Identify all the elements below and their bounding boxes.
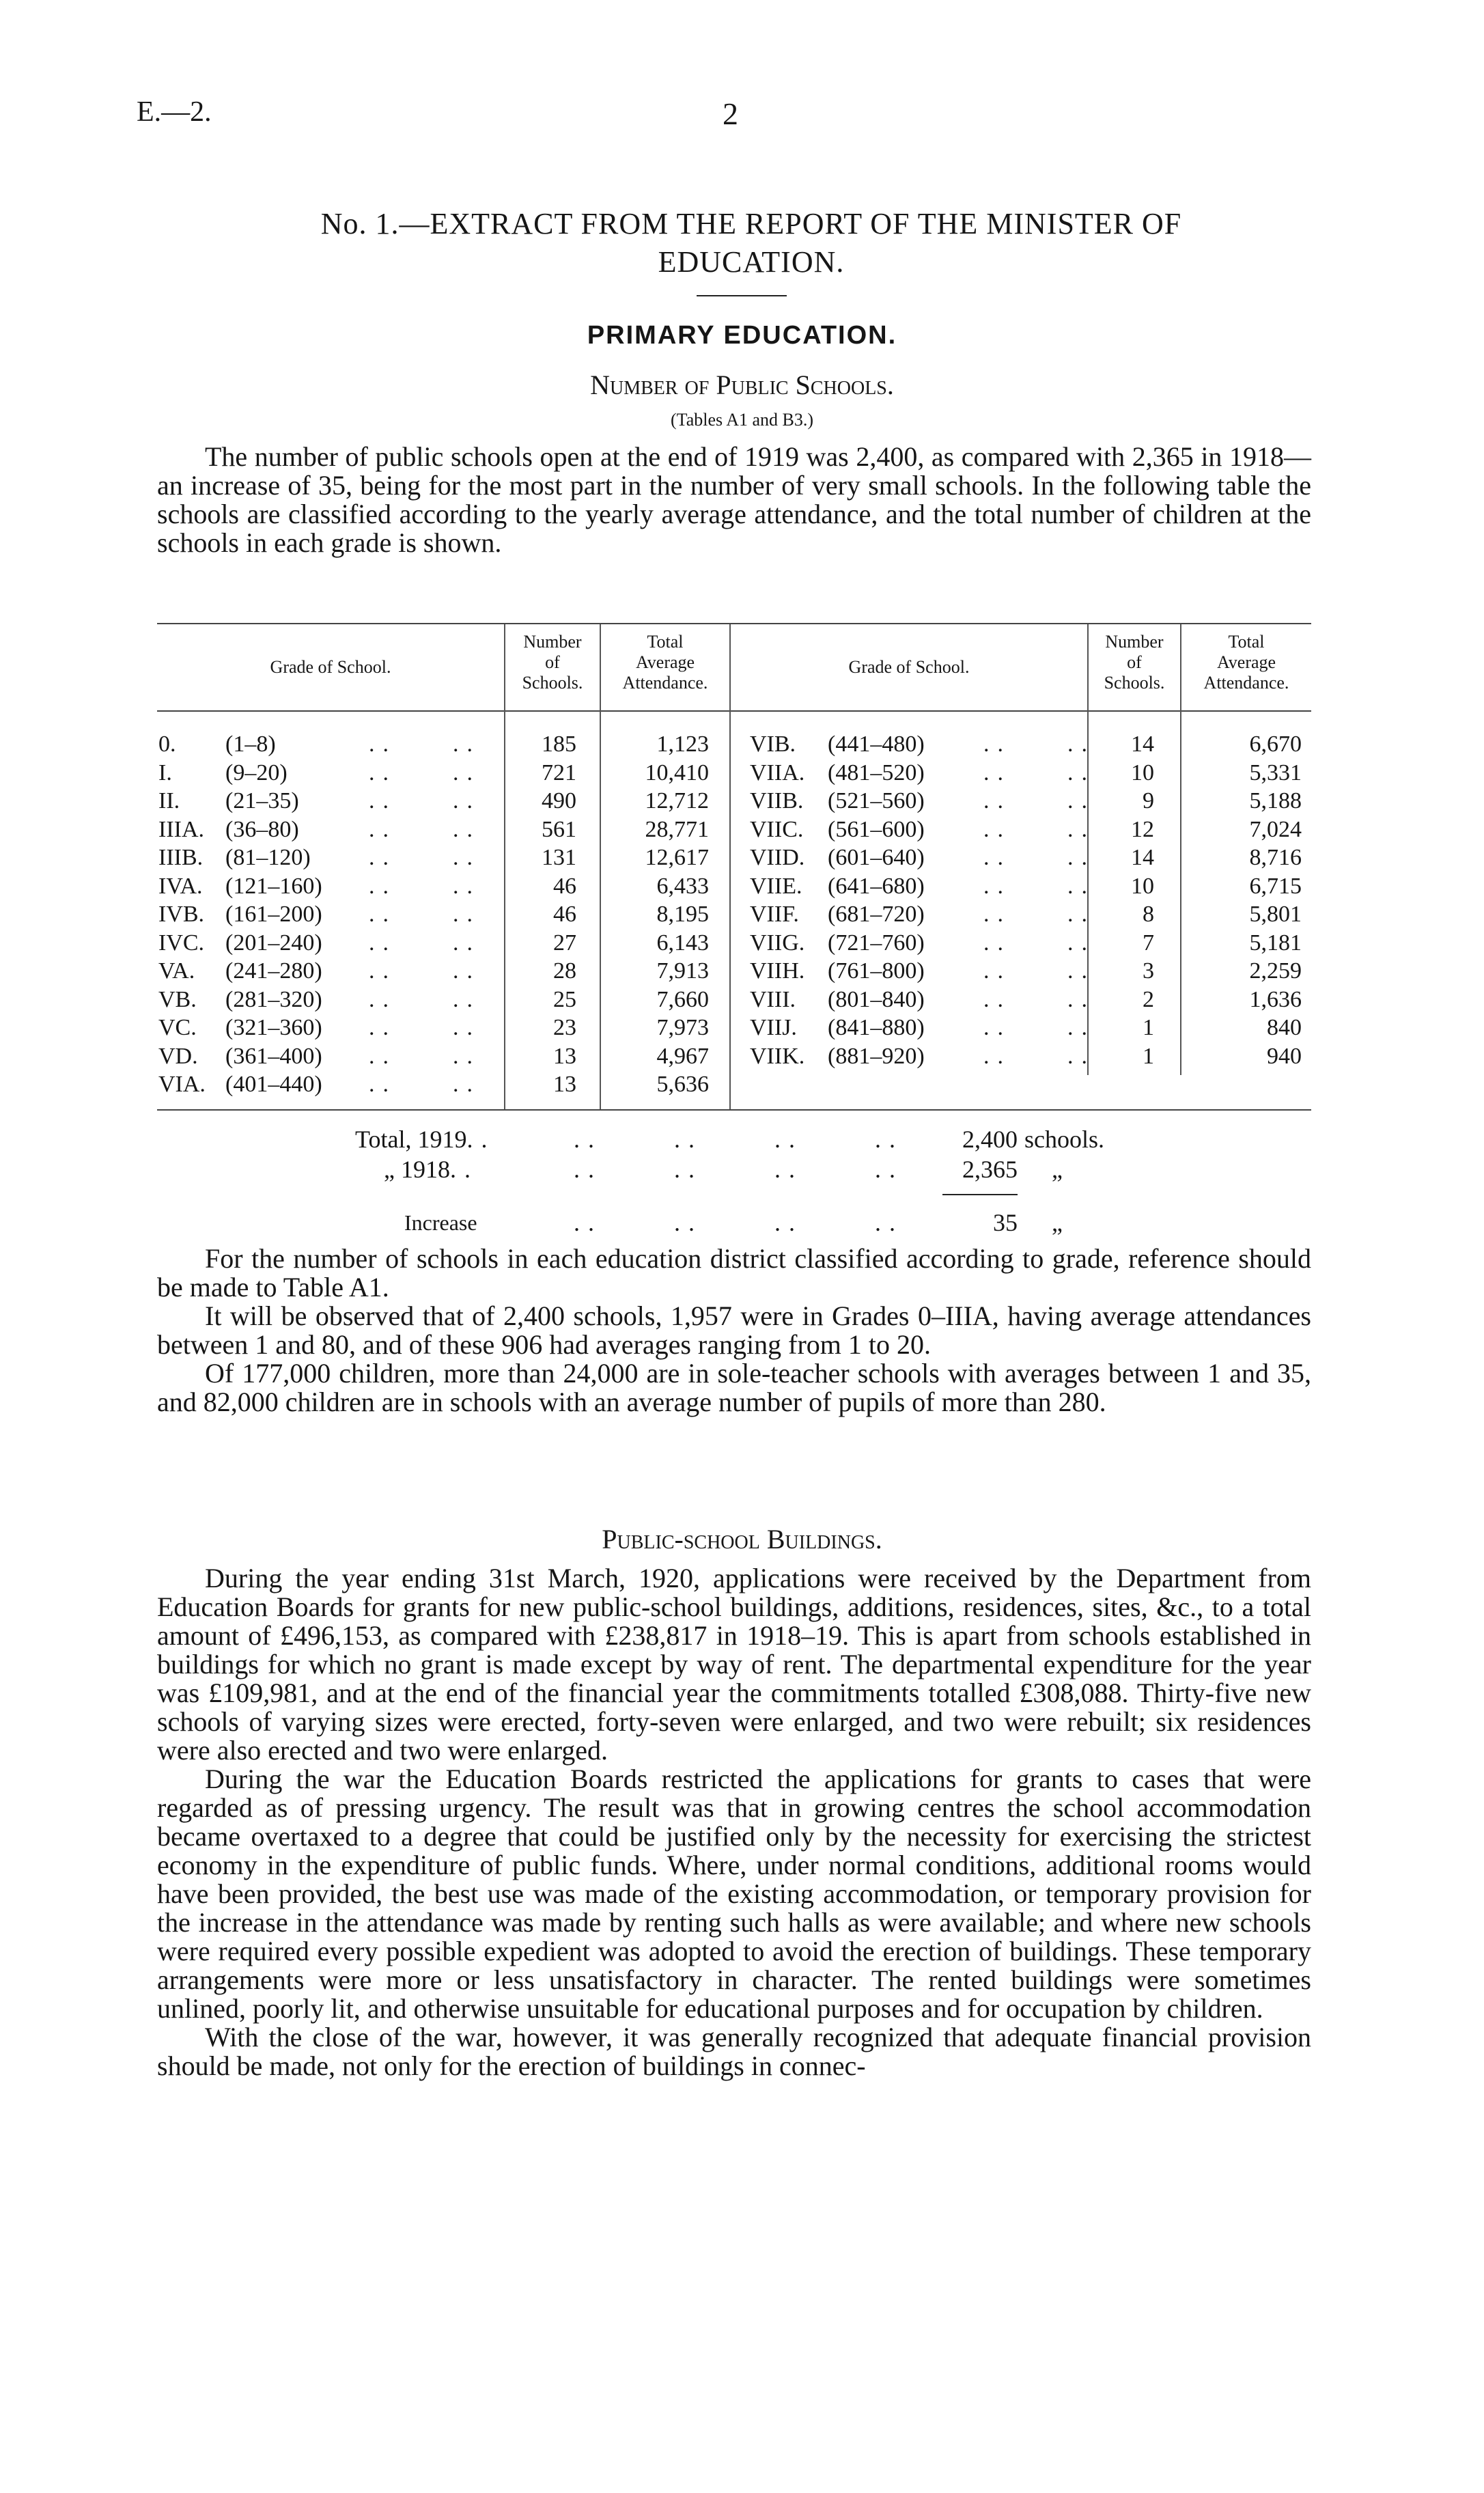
- school-count: 13: [553, 1072, 576, 1097]
- page-number: 2: [723, 96, 738, 131]
- grade-code: IVA.: [158, 873, 203, 899]
- leader-dots: .. ..: [983, 1015, 1095, 1040]
- leader-dots: .. ..: [369, 986, 481, 1012]
- grade-range: (9–20): [225, 760, 288, 785]
- total-1918-unit: „: [1052, 1156, 1063, 1183]
- grade-range: (21–35): [225, 788, 299, 813]
- grade-range: (201–240): [225, 930, 322, 956]
- paragraph: During the war the Education Boards restricted the applications for grants to cases that were regarded as of pressing urgency. The result was that in growing centres the school accommodation became overtaxed to a degree that could be justified only by the necessity for exercising the strictest economy in the expenditure of public funds. Where, under normal conditions, additional rooms would have been provided, the best use was made of the existing accommodation, or temporary provision for the increase in the attendance was made by renting such halls as were available; and where new schools were required every possible expedient was adopted to avoid the erection of buildings. These temporary arrangements were more or less unsatisfactory in character. The rented buildings were sometimes unlined, poorly lit, and otherwise unsuitable for educational purposes and for occupation by children.: [157, 1764, 1311, 2024]
- school-count: 1: [1143, 1015, 1154, 1040]
- school-count: 14: [1131, 845, 1154, 870]
- leader-dots: .. .. .. ..: [574, 1126, 904, 1153]
- school-count: 10: [1131, 873, 1154, 899]
- header-text: Attendance.: [1203, 673, 1289, 693]
- leader-dots: .. ..: [369, 845, 481, 870]
- school-count: 27: [553, 930, 576, 956]
- document-title: [171, 205, 1332, 281]
- header-text: Average: [1216, 652, 1276, 672]
- average-attendance: 5,331: [1249, 760, 1302, 785]
- table-header-rule: [157, 710, 1311, 712]
- average-attendance: 5,801: [1249, 902, 1302, 927]
- school-count: 490: [542, 788, 576, 813]
- section-heading: PRIMARY EDUCATION.: [587, 321, 897, 350]
- title-rule: [697, 295, 787, 296]
- grade-code: VIIG.: [750, 930, 805, 956]
- col-header-number-right: [1089, 632, 1180, 693]
- school-count: 13: [553, 1043, 576, 1069]
- average-attendance: 1,636: [1249, 986, 1302, 1012]
- average-attendance: 7,024: [1249, 816, 1302, 842]
- header-text: Attendance.: [622, 673, 708, 693]
- col-header-number-left: [505, 632, 600, 693]
- leader-dots: .. ..: [983, 816, 1095, 842]
- average-attendance: 28,771: [645, 816, 709, 842]
- school-count: 8: [1143, 902, 1154, 927]
- total-1919-unit: schools.: [1024, 1126, 1104, 1153]
- grade-range: (521–560): [828, 788, 925, 813]
- grade-code: IIIA.: [158, 816, 205, 842]
- school-count: 185: [542, 732, 576, 757]
- col-header-total-right: [1181, 632, 1311, 693]
- grade-range: (161–200): [225, 902, 322, 927]
- grade-range: (1–8): [225, 732, 276, 757]
- average-attendance: 12,617: [645, 845, 709, 870]
- school-count: 721: [542, 760, 576, 785]
- grade-code: VIIJ.: [750, 1015, 797, 1040]
- document-code: E.—2.: [137, 96, 212, 128]
- average-attendance: 12,712: [645, 788, 709, 813]
- grade-code: VIIE.: [750, 873, 802, 899]
- leader-dots: .. ..: [983, 760, 1095, 785]
- intro-text: The number of public schools open at the end of 1919 was 2,400, as compared with 2,365 in 1918—an increase of 35, being for the most part in the number of very small schools. In the following table the schools are classified according to the yearly average attendance, and the total number of children at the schools in each grade is shown.: [157, 441, 1311, 558]
- paragraph: During the year ending 31st March, 1920, applications were received by the Department from Education Boards for grants for new public-school buildings, additions, residences, sites, &c., to a total amount of £496,153, as compared with £238,817 in 1918–19. This is apart from schools established in buildings for which no grant is made except by way of rent. The departmental expenditure for the year was £109,981, and at the end of the financial year the commitments totalled £308,088. Thirty-five new schools of varying sizes were erected, forty-seven were enlarged, and two were rebuilt; six residences were also erected and two were enlarged.: [157, 1563, 1311, 1766]
- school-count: 561: [542, 816, 576, 842]
- header-text: Average: [635, 652, 695, 672]
- school-count: 131: [542, 845, 576, 870]
- grade-range: (121–160): [225, 873, 322, 899]
- table-bottom-rule: [157, 1109, 1311, 1111]
- col-header-grade-right: Grade of School.: [848, 657, 970, 677]
- average-attendance: 6,670: [1249, 732, 1302, 757]
- grade-code: VIIF.: [750, 902, 799, 927]
- grade-code: VIA.: [158, 1072, 206, 1097]
- school-count: 46: [553, 873, 576, 899]
- grade-range: (241–280): [225, 958, 322, 984]
- total-1919-value: 2,400: [962, 1126, 1018, 1153]
- grade-range: (641–680): [828, 873, 925, 899]
- grade-code: IVB.: [158, 902, 205, 927]
- grade-code: VIIA.: [750, 760, 805, 785]
- grade-code: VIIB.: [750, 788, 804, 813]
- school-count: 9: [1143, 788, 1154, 813]
- leader-dots: .. .. .. ..: [574, 1209, 904, 1236]
- paragraph: For the number of schools in each education district classified according to grade, reference should be made to Table A1.: [157, 1243, 1311, 1303]
- average-attendance: 5,636: [656, 1072, 709, 1097]
- grade-code: VA.: [158, 958, 195, 984]
- header-text: Schools.: [522, 673, 583, 693]
- leader-dots: .. ..: [983, 873, 1095, 899]
- average-attendance: 4,967: [656, 1043, 709, 1069]
- grade-range: (801–840): [828, 986, 925, 1012]
- grade-range: (881–920): [828, 1043, 925, 1069]
- header-text: Number: [523, 632, 582, 652]
- average-attendance: 8,195: [656, 902, 709, 927]
- average-attendance: 6,143: [656, 930, 709, 956]
- title-line-2: EDUCATION.: [658, 245, 845, 279]
- leader-dots: .. ..: [983, 958, 1095, 984]
- grade-range: (481–520): [828, 760, 925, 785]
- col-header-grade-left: Grade of School.: [270, 657, 391, 677]
- grade-code: 0.: [158, 732, 176, 757]
- buildings-subheading: Public-school Buildings.: [602, 1524, 882, 1555]
- leader-dots: .. ..: [369, 902, 481, 927]
- tables-note: (Tables A1 and B3.): [670, 410, 814, 430]
- average-attendance: 7,660: [656, 986, 709, 1012]
- grade-range: (681–720): [828, 902, 925, 927]
- leader-dots: .. ..: [369, 788, 481, 813]
- leader-dots: .. ..: [983, 930, 1095, 956]
- intro-paragraph: [157, 443, 1311, 557]
- increase-value: 35: [993, 1209, 1018, 1236]
- increase-unit: „: [1052, 1209, 1063, 1236]
- average-attendance: 10,410: [645, 760, 709, 785]
- table-vline: [729, 624, 731, 1109]
- grade-code: IIIB.: [158, 845, 204, 870]
- leader-dots: .. ..: [369, 958, 481, 984]
- leader-dots: .. ..: [369, 816, 481, 842]
- paragraph: With the close of the war, however, it was generally recognized that adequate financial provision should be made, not only for the erection of buildings in connec-: [157, 2022, 1311, 2081]
- average-attendance: 7,913: [656, 958, 709, 984]
- leader-dots: .. .. .. ..: [574, 1156, 904, 1183]
- leader-dots: .. ..: [369, 930, 481, 956]
- grade-code: I.: [158, 760, 172, 785]
- grade-code: IVC.: [158, 930, 205, 956]
- average-attendance: 5,188: [1249, 788, 1302, 813]
- buildings-paragraphs: [157, 1564, 1311, 2080]
- grade-range: (561–600): [828, 816, 925, 842]
- school-count: 28: [553, 958, 576, 984]
- leader-dots: .. ..: [369, 1015, 481, 1040]
- school-count: 7: [1143, 930, 1154, 956]
- average-attendance: 940: [1267, 1043, 1302, 1069]
- header-text: Schools.: [1104, 673, 1165, 693]
- school-count: 46: [553, 902, 576, 927]
- grade-range: (321–360): [225, 1015, 322, 1040]
- grade-code: VIB.: [750, 732, 796, 757]
- leader-dots: .. ..: [983, 788, 1095, 813]
- paragraph: Of 177,000 children, more than 24,000 are in sole-teacher schools with averages between 1 and 35, and 82,000 children are in schools with an average number of pupils of more than 280.: [157, 1358, 1311, 1417]
- total-label-text: „ 1918: [384, 1156, 450, 1183]
- header-text: Number: [1105, 632, 1164, 652]
- schools-subheading: Number of Public Schools.: [590, 370, 894, 400]
- school-count: 10: [1131, 760, 1154, 785]
- leader-dots: .. ..: [369, 1043, 481, 1069]
- average-attendance: 6,433: [656, 873, 709, 899]
- paragraph: It will be observed that of 2,400 schools, 1,957 were in Grades 0–IIIA, having average attendances between 1 and 80, and of these 906 had averages ranging from 1 to 20.: [157, 1300, 1311, 1360]
- header-text: of: [545, 652, 560, 672]
- grade-code: VIIH.: [750, 958, 805, 984]
- leader-dots: .. ..: [983, 902, 1095, 927]
- average-attendance: 6,715: [1249, 873, 1302, 899]
- school-count: 23: [553, 1015, 576, 1040]
- grade-range: (441–480): [828, 732, 925, 757]
- grade-range: (721–760): [828, 930, 925, 956]
- average-attendance: 840: [1267, 1015, 1302, 1040]
- header-text: Total: [647, 632, 684, 652]
- title-line-1: No. 1.—EXTRACT FROM THE REPORT OF THE MINISTER OF: [320, 207, 1182, 240]
- total-1918-label: „ 1918..: [384, 1156, 479, 1183]
- average-attendance: 8,716: [1249, 845, 1302, 870]
- school-count: 12: [1131, 816, 1154, 842]
- school-count: 25: [553, 986, 576, 1012]
- leader-dots: .. ..: [369, 760, 481, 785]
- table-top-rule: [157, 623, 1311, 624]
- leader-dots: .. ..: [983, 845, 1095, 870]
- after-table-paragraphs: [157, 1244, 1311, 1417]
- leader-dots: .. ..: [369, 1072, 481, 1097]
- leader-dots: .. ..: [983, 1043, 1095, 1069]
- total-label-text: Total, 1919: [355, 1126, 467, 1153]
- leader-dots: .. ..: [983, 732, 1095, 757]
- grade-code: VIIC.: [750, 816, 804, 842]
- leader-dots: .. ..: [983, 986, 1095, 1012]
- grade-range: (36–80): [225, 816, 299, 842]
- increase-label: Increase: [404, 1210, 477, 1235]
- grade-code: II.: [158, 788, 180, 813]
- average-attendance: 7,973: [656, 1015, 709, 1040]
- grade-range: (401–440): [225, 1072, 322, 1097]
- grade-code: VIID.: [750, 845, 805, 870]
- average-attendance: 2,259: [1249, 958, 1302, 984]
- header-text: of: [1127, 652, 1142, 672]
- school-count: 14: [1131, 732, 1154, 757]
- totals-rule: [942, 1194, 1018, 1195]
- grade-code: VC.: [158, 1015, 197, 1040]
- total-1919-label: Total, 1919..: [355, 1126, 496, 1153]
- grade-code: VIII.: [750, 986, 796, 1012]
- header-text: Total: [1228, 632, 1265, 652]
- leader-dots: .. ..: [369, 732, 481, 757]
- leader-dots: .. ..: [369, 873, 481, 899]
- grade-code: VD.: [158, 1043, 198, 1069]
- col-header-total-left: [601, 632, 729, 693]
- average-attendance: 1,123: [656, 732, 709, 757]
- school-count: 1: [1143, 1043, 1154, 1069]
- grade-range: (281–320): [225, 986, 322, 1012]
- grade-code: VIIK.: [750, 1043, 805, 1069]
- grade-range: (81–120): [225, 845, 311, 870]
- grade-code: VB.: [158, 986, 197, 1012]
- school-count: 3: [1143, 958, 1154, 984]
- average-attendance: 5,181: [1249, 930, 1302, 956]
- grade-range: (841–880): [828, 1015, 925, 1040]
- school-count: 2: [1143, 986, 1154, 1012]
- grade-range: (601–640): [828, 845, 925, 870]
- grade-range: (761–800): [828, 958, 925, 984]
- total-1918-value: 2,365: [962, 1156, 1018, 1183]
- grade-range: (361–400): [225, 1043, 322, 1069]
